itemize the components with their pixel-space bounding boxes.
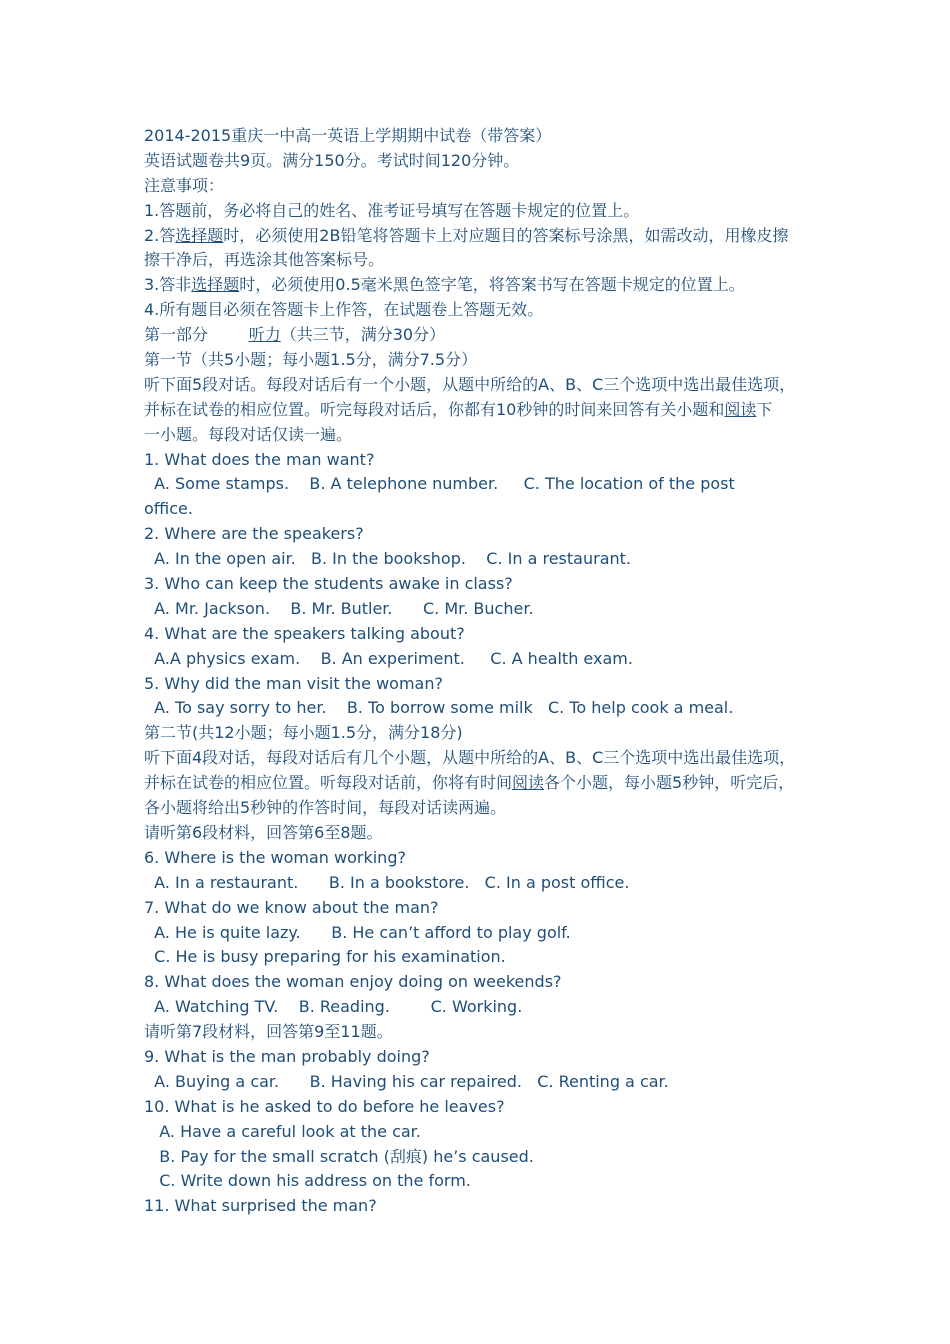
- question-4: 4. What are the speakers talking about?: [144, 623, 465, 643]
- link-choice-question-2[interactable]: 选择题: [191, 275, 240, 295]
- document-title: 2014-2015重庆一中高一英语上学期期中试卷（带答案）: [144, 126, 552, 145]
- notice-3-text-pre: 3.答非: [144, 275, 192, 295]
- section-1-heading: 第一节（共5小题；每小题1.5分，满分7.5分）: [144, 350, 478, 370]
- question-7-options: A. He is quite lazy. B. He can’t afford to play golf.: [144, 922, 571, 942]
- question-10-option-b: B. Pay for the small scratch (刮痕) he’s caused.: [144, 1146, 534, 1166]
- notice-item-2-cont: 擦干净后，再选涂其他答案标号。: [144, 250, 385, 270]
- section-2-instr-pre: 并标在试卷的相应位置。听每段对话前，你将有时间: [144, 773, 513, 793]
- question-5: 5. Why did the man visit the woman?: [144, 673, 443, 693]
- question-6: 6. Where is the woman working?: [144, 847, 406, 867]
- part-1-score: （共三节，满分30分）: [280, 325, 446, 345]
- question-5-options: A. To say sorry to her. B. To borrow some milk C. To help cook a meal.: [144, 698, 734, 718]
- question-10-option-a: A. Have a careful look at the car.: [144, 1121, 421, 1141]
- notice-item-1: 1.答题前，务必将自己的姓名、准考证号填写在答题卡规定的位置上。: [144, 200, 640, 220]
- question-2-options: A. In the open air. B. In the bookshop. C. In a restaurant.: [144, 549, 631, 569]
- question-8: 8. What does the woman enjoy doing on weekends?: [144, 972, 562, 992]
- section-2-instructions-3: 各小题将给出5秒钟的作答时间，每段对话读两遍。: [144, 798, 507, 818]
- question-10-option-c: C. Write down his address on the form.: [144, 1171, 471, 1191]
- notice-2-text-post: 时，必须使用2B铅笔将答题卡上对应题目的答案标号涂黑，如需改动，用橡皮擦: [223, 225, 789, 245]
- notice-heading: 注意事项：: [144, 175, 225, 195]
- material-7-heading: 请听第7段材料，回答第9至11题。: [144, 1022, 393, 1042]
- question-9-options: A. Buying a car. B. Having his car repaired. C. Renting a car.: [144, 1071, 669, 1091]
- section-2-instructions-1: 听下面4段对话，每段对话后有几个小题，从题中所给的A、B、C三个选项中选出最佳选项，: [144, 748, 796, 768]
- question-6-options: A. In a restaurant. B. In a bookstore. C. In a post office.: [144, 872, 630, 892]
- section-1-instructions-3: 一小题。每段对话仅读一遍。: [144, 424, 353, 444]
- notice-2-text-pre: 2.答: [144, 225, 176, 245]
- part-1-heading: [144, 323, 814, 348]
- question-1-options-cont: office.: [144, 499, 193, 519]
- link-choice-question[interactable]: 选择题: [175, 225, 224, 245]
- question-9: 9. What is the man probably doing?: [144, 1046, 430, 1066]
- link-reading[interactable]: 阅读: [724, 399, 757, 419]
- question-3-options: A. Mr. Jackson. B. Mr. Butler. C. Mr. Bucher.: [144, 598, 534, 618]
- exam-info: 英语试题卷共9页。满分150分。考试时间120分钟。: [144, 150, 520, 170]
- question-4-options: A.A physics exam. B. An experiment. C. A health exam.: [144, 648, 633, 668]
- part-1-label: 第一部分: [144, 325, 249, 345]
- notice-3-text-post: 时，必须使用0.5毫米黑色签字笔，将答案书写在答题卡规定的位置上。: [239, 275, 745, 295]
- material-6-heading: 请听第6段材料，回答第6至8题。: [144, 822, 383, 842]
- question-1: 1. What does the man want?: [144, 449, 375, 469]
- link-reading-2[interactable]: 阅读: [512, 773, 545, 793]
- link-listening[interactable]: 听力: [248, 325, 281, 345]
- notice-item-2: [144, 224, 814, 249]
- question-7: 7. What do we know about the man?: [144, 897, 439, 917]
- section-1-instr-post: 下: [756, 399, 773, 419]
- section-1-instructions-2: [144, 398, 814, 423]
- section-2-instr-post: 各个小题，每小题5秒钟，听完后，: [544, 773, 795, 793]
- section-2-instructions-2: [144, 771, 814, 796]
- question-10: 10. What is he asked to do before he leaves?: [144, 1096, 505, 1116]
- section-2-heading: 第二节(共12小题；每小题1.5分，满分18分): [144, 723, 463, 743]
- section-1-instr-pre: 并标在试卷的相应位置。听完每段对话后，你都有10秒钟的时间来回答有关小题和: [144, 399, 725, 419]
- notice-item-4: 4.所有题目必须在答题卡上作答，在试题卷上答题无效。: [144, 300, 544, 320]
- question-11: 11. What surprised the man?: [144, 1196, 377, 1216]
- notice-item-3: [144, 273, 814, 298]
- question-1-options: A. Some stamps. B. A telephone number. C. The location of the post: [144, 474, 735, 494]
- question-7-options-cont: C. He is busy preparing for his examination.: [144, 947, 506, 967]
- question-3: 3. Who can keep the students awake in class?: [144, 574, 513, 594]
- section-1-instructions-1: 听下面5段对话。每段对话后有一个小题，从题中所给的A、B、C三个选项中选出最佳选项，: [144, 374, 796, 394]
- question-8-options: A. Watching TV. B. Reading. C. Working.: [144, 997, 523, 1017]
- question-2: 2. Where are the speakers?: [144, 524, 364, 544]
- exam-page: [144, 124, 814, 1219]
